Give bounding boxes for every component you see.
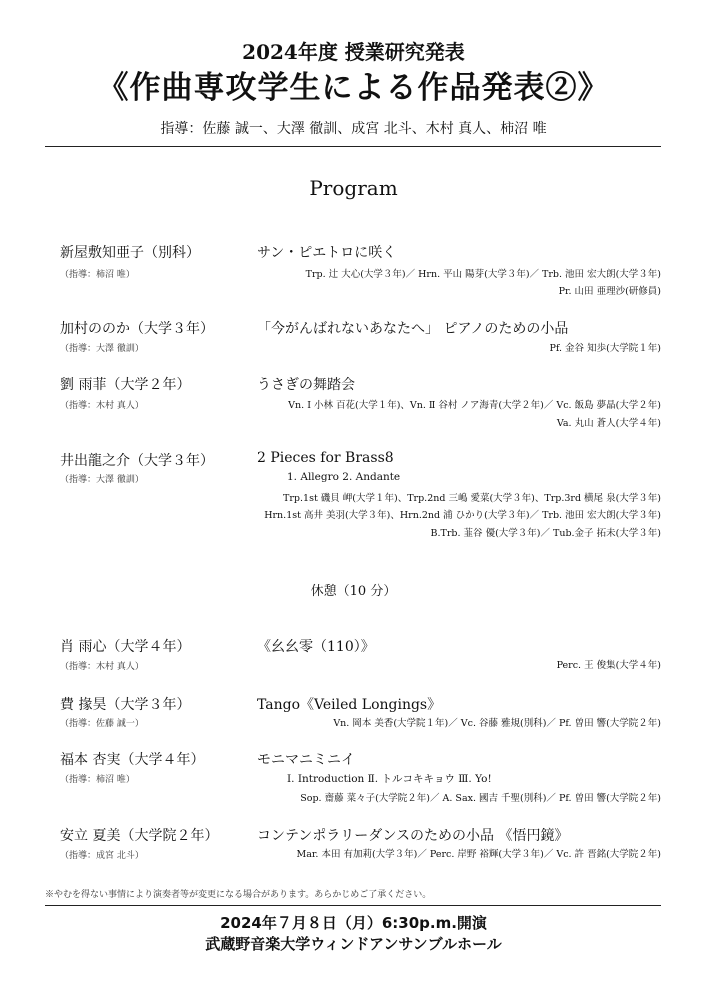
performers-line: B.Trb. 韮谷 優(大学３年)／ Tub.金子 拓未(大学３年) (430, 528, 661, 539)
performers-line: Vn. 岡本 美香(大学院１年)／ Vc. 谷藤 雅規(別科)／ Pf. 曽田 響(大学院２年) (333, 718, 661, 729)
performers-line: Va. 丸山 蒼人(大学４年) (556, 418, 661, 429)
composer-name: 費 掾昊（大学３年） (60, 697, 191, 713)
composer-name: 加村ののか（大学３年） (60, 321, 214, 337)
composer-advisor: （指導：大澤 徹訓） (60, 344, 144, 354)
performers-line: Perc. 王 俊集(大学４年) (556, 660, 661, 671)
event-subtitle: 2024年度 授業研究発表 (242, 40, 465, 64)
composer-advisor: （指導：木村 真人） (60, 662, 144, 672)
header-divider (45, 146, 661, 147)
work-title: Tango《Veiled Longings》 (257, 697, 442, 713)
footer-divider (45, 905, 661, 906)
performers-line: Hrn.1st 高井 美羽(大学３年)、Hrn.2nd 浦 ひかり(大学３年)／ Trb. 池田 宏大朗(大学３年) (264, 510, 661, 521)
composer-name: 新屋敷知亜子（別科） (60, 245, 200, 261)
composer-name: 劉 雨菲（大学２年） (60, 377, 191, 393)
work-title: コンテンポラリーダンスのための小品 《悟円鏡》 (257, 828, 569, 844)
composer-name: 肖 雨心（大学４年） (60, 639, 191, 655)
work-title: 「今がんばれないあなたへ」 ピアノのための小品 (257, 321, 569, 337)
composer-advisor: （指導：木村 真人） (60, 401, 144, 411)
composer-name: 井出龍之介（大学３年） (60, 453, 214, 469)
composer-advisor: （指導：成宮 北斗） (60, 851, 144, 861)
work-title: モニマニミニイ (257, 752, 355, 768)
performers-line: Vn. Ⅰ 小林 百花(大学１年)、Vn. Ⅱ 谷村 ノア海青(大学２年)／ Vc. 飯島 夢晶(大学２年) (288, 400, 661, 411)
composer-advisor: （指導：柿沼 唯） (60, 775, 135, 785)
movements-line: Ⅰ. Introduction Ⅱ. トルコキキョウ Ⅲ. Yo! (287, 773, 492, 785)
composer-advisor: （指導：大澤 徹訓） (60, 475, 144, 485)
work-title: 《幺幺零（110）》 (257, 639, 375, 655)
performers-line: Trp. 辻 大心(大学３年)／ Hrn. 平山 陽芽(大学３年)／ Trb. 池田 宏大朗(大学３年) (305, 269, 661, 280)
work-title: 2 Pieces for Brass8 (257, 450, 394, 466)
concert-venue: 武蔵野音楽大学ウィンドアンサンブルホール (205, 935, 502, 953)
composer-advisor: （指導：佐藤 誠一） (60, 719, 144, 729)
work-title: うさぎの舞踏会 (257, 377, 355, 393)
concert-datetime: 2024年７月８日（月）6:30p.m.開演 (220, 914, 487, 932)
intermission: 休憩（10 分） (310, 584, 397, 599)
event-title: 《作曲専攻学生による作品発表②》 (97, 70, 610, 106)
composer-advisor: （指導：柿沼 唯） (60, 270, 135, 280)
composer-name: 安立 夏美（大学院２年） (60, 828, 219, 844)
composer-name: 福本 杏実（大学４年） (60, 752, 205, 768)
performers-line: Trp.1st 磯貝 岬(大学１年)、Trp.2nd 三嶋 愛菜(大学３年)、Trp.3rd 横尾 泉(大学３年) (283, 493, 661, 504)
performers-line: Pr. 山田 亜理沙(研修員) (558, 286, 661, 297)
work-title: サン・ピエトロに咲く (257, 245, 397, 261)
program-heading: Program (309, 176, 398, 200)
performers-line: Pf. 金谷 知歩(大学院１年) (549, 343, 661, 354)
advisors-line: 指導：佐藤 誠一、大澤 徹訓、成宮 北斗、木村 真人、柿沼 唯 (160, 121, 547, 137)
change-notice: ※やむを得ない事情により演奏者等が変更になる場合があります。あらかじめご了承ください。 (45, 890, 432, 900)
performers-line: Sop. 齋藤 菜々子(大学院２年)／ A. Sax. 國吉 千聖(別科)／ Pf. 曽田 響(大学院２年) (300, 793, 661, 804)
performers-line: Mar. 本田 有加莉(大学３年)／ Perc. 岸野 裕輝(大学３年)／ Vc. 許 晋銘(大学院２年) (296, 849, 661, 860)
movements-line: 1. Allegro 2. Andante (287, 471, 401, 483)
